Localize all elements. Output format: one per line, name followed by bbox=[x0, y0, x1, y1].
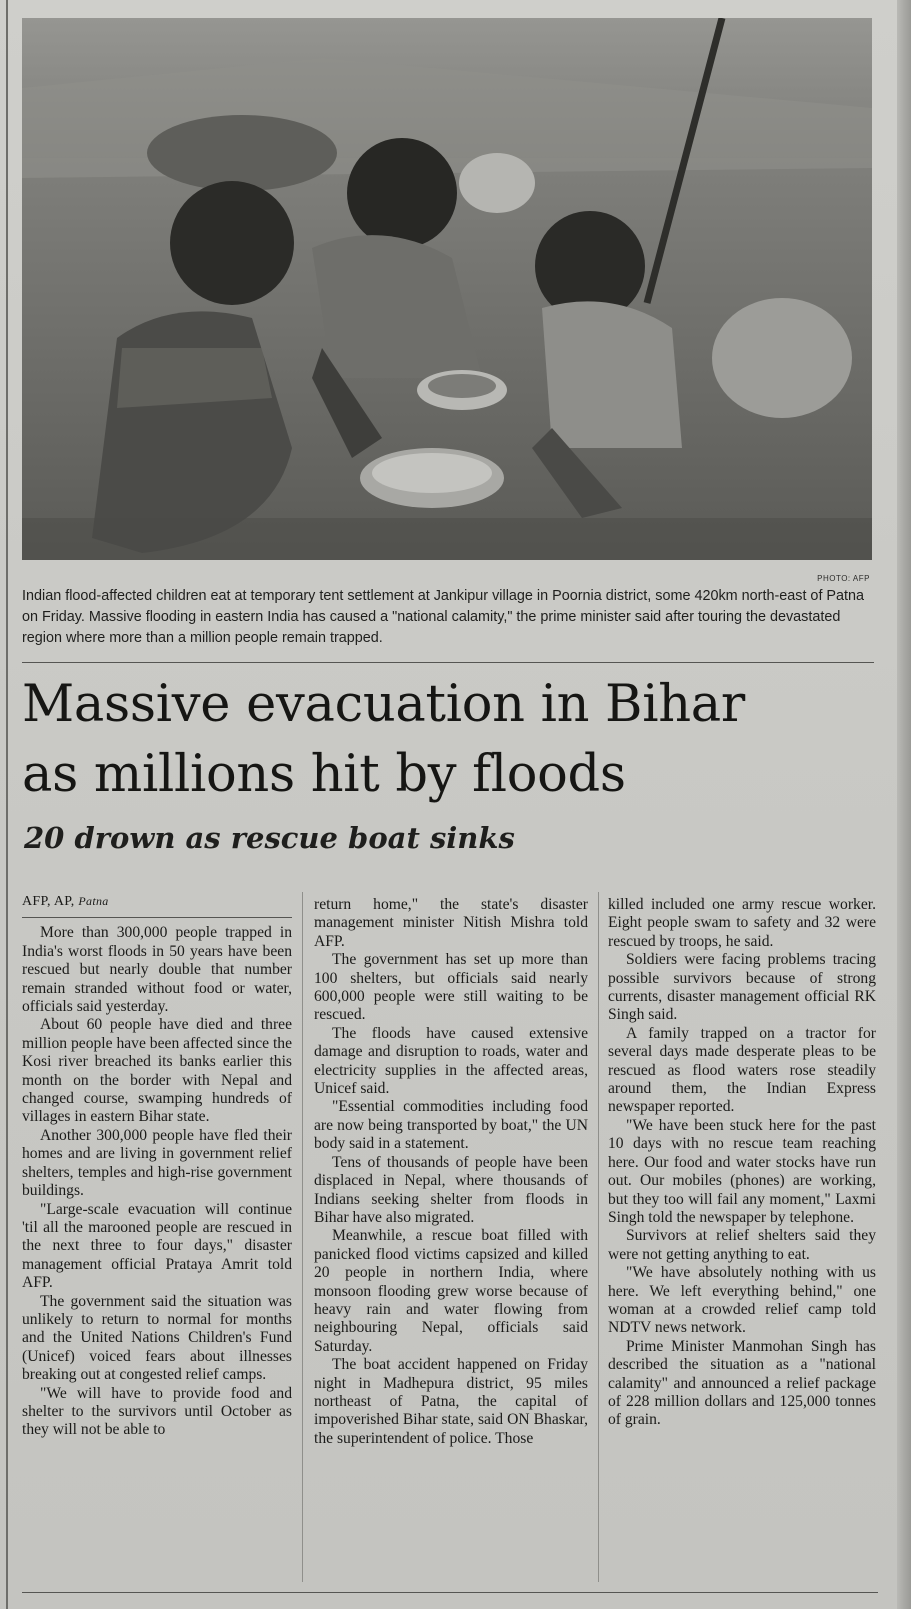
paragraph: The floods have caused extensive damage and disruption to roads, water and electricity supplies in the affected areas, Unicef said. bbox=[314, 1024, 588, 1098]
news-photo bbox=[22, 18, 872, 560]
paragraph: Prime Minister Manmohan Singh has described the situation as a "national calamity" and announced a relief package of 228 million dollars and 125,000 tonnes of grain. bbox=[608, 1337, 876, 1429]
paragraph: killed included one army rescue worker. Eight people swam to safety and 32 were rescued by troops, he said. bbox=[608, 896, 876, 950]
subheadline: 20 drown as rescue boat sinks bbox=[24, 821, 515, 855]
bottom-rule bbox=[22, 1592, 878, 1593]
paragraph: More than 300,000 people trapped in India's worst floods in 50 years have been rescued but nearly double that number remain stranded without food or water, officials said yesterday. bbox=[22, 924, 292, 1016]
photo-caption: Indian flood-affected children eat at temporary tent settlement at Jankipur village in Poornia district, some 420km north-east of Patna on Friday. Massive flooding in eastern India has caused a "national calamity," the prime minister said after touring the devastated region where more than a million people remain trapped. bbox=[22, 588, 865, 646]
paragraph: The boat accident happened on Friday night in Madhepura district, 95 miles northeast of Patna, the capital of impoverished Bihar state, said ON Bhaskar, the superintendent of police. Those bbox=[314, 1356, 588, 1447]
paragraph: The government said the situation was unlikely to return to normal for months and the United Nations Children's Fund (Unicef) voiced fears about illnesses breaking out at congested relief camps. bbox=[22, 1292, 292, 1384]
paragraph: A family trapped on a tractor for several days made desperate pleas to be rescued as flood waters rose steadily around them, the Indian Express newspaper reported. bbox=[608, 1024, 876, 1116]
paragraph: Survivors at relief shelters said they were not getting anything to eat. bbox=[608, 1227, 876, 1263]
headline bbox=[22, 670, 882, 810]
paragraph: About 60 people have died and three million people have been affected since the Kosi river breached its banks earlier this month on the border with Nepal and changed course, swamping hundreds of villages in eastern Bihar state. bbox=[22, 1016, 292, 1126]
paragraph: Meanwhile, a rescue boat filled with panicked flood victims capsized and killed 20 people in northern India, where monsoon flooding grew worse because of heavy rain and water flowing from neighbouring Nepal, officials said Saturday. bbox=[314, 1227, 588, 1355]
paragraph: "We have absolutely nothing with us here. We left everything behind," one woman at a crowded relief camp told NDTV news network. bbox=[608, 1264, 876, 1337]
paragraph: Tens of thousands of people have been displaced in Nepal, where thousands of Indians seeking shelter from floods in Bihar have also migrated. bbox=[314, 1153, 588, 1226]
byline-location: Patna bbox=[78, 894, 109, 908]
headline-line-1: Massive evacuation in Bihar bbox=[22, 675, 745, 734]
byline-agencies: AFP, AP, bbox=[22, 894, 75, 909]
paragraph: Soldiers were facing problems tracing possible survivors because of strong currents, disaster management official RK Singh said. bbox=[608, 951, 876, 1024]
column-divider bbox=[598, 892, 599, 1582]
headline-line-2: as millions hit by floods bbox=[22, 745, 626, 804]
byline bbox=[22, 892, 292, 918]
paragraph: return home," the state's disaster management minister Nitish Mishra told AFP. bbox=[314, 896, 588, 950]
page-fold-shadow bbox=[6, 0, 8, 1609]
photo-credit: PHOTO: AFP bbox=[817, 574, 870, 583]
column-divider bbox=[302, 892, 303, 1582]
paragraph: "We will have to provide food and shelter to the survivors until October as they will not be able to bbox=[22, 1384, 292, 1439]
paragraph: "Large-scale evacuation will continue 'til all the marooned people are rescued in the next three to four days," disaster management official Prataya Amrit told AFP. bbox=[22, 1200, 292, 1292]
article-column-3 bbox=[608, 896, 876, 1430]
page-edge-shadow bbox=[897, 0, 911, 1609]
article-column-1 bbox=[22, 892, 292, 1440]
caption-divider bbox=[22, 662, 874, 663]
paragraph: "We have been stuck here for the past 10 days with no rescue team reaching here. Our food and water stocks have run out. Our mobiles (phones) are working, but they too will fail any moment," Laxmi Singh told the newspaper by telephone. bbox=[608, 1116, 876, 1226]
article-column-2 bbox=[314, 896, 588, 1448]
paragraph: The government has set up more than 100 shelters, but officials said nearly 600,000 people were still waiting to be rescued. bbox=[314, 951, 588, 1024]
paragraph: Another 300,000 people have fled their homes and are living in government relief shelters, temples and high-rise government buildings. bbox=[22, 1126, 292, 1200]
paragraph: "Essential commodities including food are now being transported by boat," the UN body said in a statement. bbox=[314, 1098, 588, 1153]
